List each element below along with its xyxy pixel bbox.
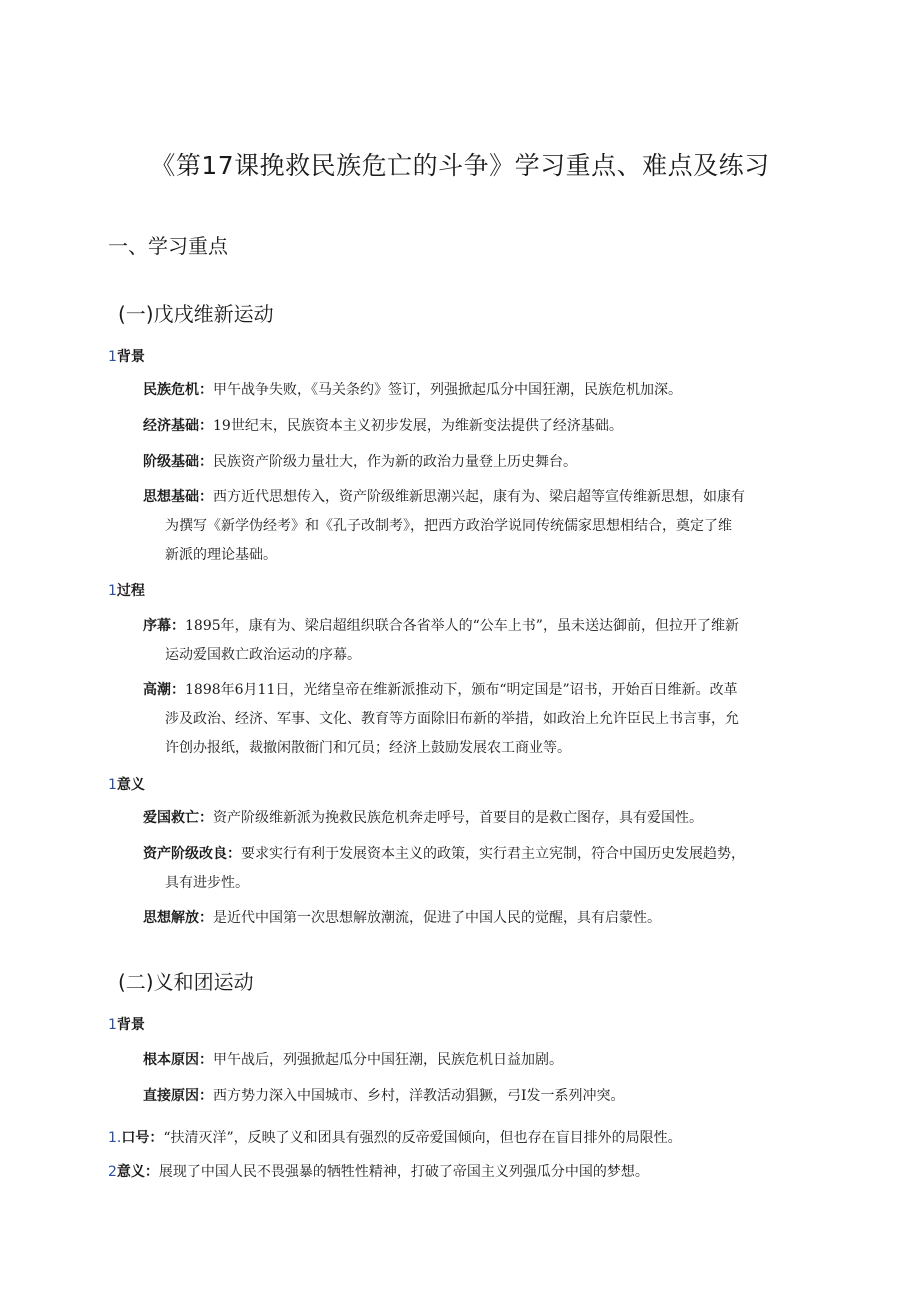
boxer-bg-item-1 xyxy=(143,1046,808,1075)
label-text: 过程 xyxy=(116,583,145,599)
item-term: 根本原因： xyxy=(143,1052,213,1068)
reform-bg-item-4 xyxy=(143,483,808,570)
item-term: 口号： xyxy=(121,1130,164,1146)
item-text: 西方势力深入中国城市、乡村，洋教活动猖獗，弓I发一系列冲突。 xyxy=(213,1088,625,1104)
list-number: 1 xyxy=(108,1017,117,1033)
item-term: 意义： xyxy=(116,1164,159,1180)
list-number: 1 xyxy=(108,777,117,793)
item-term: 高潮： xyxy=(143,682,185,698)
item-text: 展现了中国人民不畏强暴的牺牲性精神，打破了帝国主义列强瓜分中国的梦想。 xyxy=(158,1164,649,1180)
item-text: 资产阶级维新派为挽救民族危机奔走呼号，首要目的是救亡图存，具有爱国性。 xyxy=(213,810,703,826)
page-title: 《第17课挽救民族危亡的斗争》学习重点、难点及练习 xyxy=(150,151,770,180)
list-number: 2 xyxy=(108,1164,117,1180)
item-text: 甲午战后，列强掀起瓜分中国狂潮，民族危机日益加剧。 xyxy=(213,1052,563,1068)
item-text: 民族资产阶级力量壮大，作为新的政治力量登上历史舞台。 xyxy=(213,454,577,470)
section-heading-key-points: 一、学习重点 xyxy=(108,234,228,258)
boxer-slogan-item xyxy=(108,1124,808,1153)
item-term: 序幕： xyxy=(143,618,185,634)
reform-bg-item-3 xyxy=(143,448,808,477)
reform-background-label xyxy=(108,346,145,366)
boxer-background-label xyxy=(108,1014,145,1034)
item-term: 爱国救亡： xyxy=(143,810,213,826)
label-text: 背景 xyxy=(116,349,145,365)
list-number: 1. xyxy=(108,1130,122,1146)
boxer-significance-item xyxy=(108,1158,808,1187)
reform-meaning-item-3 xyxy=(143,904,808,933)
reform-meaning-item-2 xyxy=(143,840,808,898)
item-term: 阶级基础： xyxy=(143,454,213,470)
item-text-line-2: 涉及政治、经济、军事、文化、教育等方面除旧布新的举措，如政治上允许臣民上书言事，允 xyxy=(165,711,739,727)
item-text-line-1: 1895年，康有为、梁启超组织联合各省举人的“公车上书”，虽未送达御前，但拉开了维新 xyxy=(185,618,739,634)
item-term: 直接原因： xyxy=(143,1088,213,1104)
list-number: 1 xyxy=(108,349,117,365)
item-term: 经济基础： xyxy=(143,418,213,434)
reform-process-label xyxy=(108,580,145,600)
item-text-line-1: 西方近代思想传入，资产阶级维新思潮兴起，康有为、梁启超等宣传维新思想，如康有 xyxy=(213,489,745,505)
item-text-line-2: 为撰写《新学伪经考》和《孔子改制考》，把西方政治学说同传统儒家思想相结合，奠定了维 xyxy=(165,518,732,534)
item-text-line-2: 具有进步性。 xyxy=(165,875,249,891)
item-text-line-2: 运动爱国救亡政治运动的序幕。 xyxy=(165,647,361,663)
label-text: 意义 xyxy=(116,777,145,793)
subsection-heading-boxer: (二)义和团运动 xyxy=(118,970,254,994)
boxer-bg-item-2 xyxy=(143,1082,808,1111)
reform-bg-item-1 xyxy=(143,376,808,405)
label-text: 背景 xyxy=(116,1017,145,1033)
reform-process-item-2 xyxy=(143,676,808,763)
item-term: 资产阶级改良： xyxy=(143,846,241,862)
item-term: 思想解放： xyxy=(143,910,213,926)
item-text-line-3: 许创办报纸，裁撤闲散衙门和冗员；经济上鼓励发展农工商业等。 xyxy=(165,740,571,756)
item-text-line-1: 要求实行有利于发展资本主义的政策，实行君主立宪制，符合中国历史发展趋势， xyxy=(241,846,745,862)
item-text-line-3: 新派的理论基础。 xyxy=(165,547,277,563)
item-text: 19世纪末，民族资本主义初步发展，为维新变法提供了经济基础。 xyxy=(213,418,623,434)
item-term: 民族危机： xyxy=(143,382,213,398)
subsection-heading-reform: (一)戊戌维新运动 xyxy=(118,302,274,326)
reform-meaning-label xyxy=(108,774,145,794)
list-number: 1 xyxy=(108,583,117,599)
item-text-line-1: 1898年6月11日，光绪皇帝在维新派推动下，颁布“明定国是”诏书，开始百日维新。改革 xyxy=(185,682,738,698)
item-text: “扶清灭洋”，反映了义和团具有强烈的反帝爱国倾向，但也存在盲目排外的局限性。 xyxy=(163,1130,682,1146)
item-text: 甲午战争失败，《马关条约》签订，列强掀起瓜分中国狂潮，民族危机加深。 xyxy=(213,382,682,398)
item-text: 是近代中国第一次思想解放潮流，促进了中国人民的觉醒，具有启蒙性。 xyxy=(213,910,661,926)
item-term: 思想基础： xyxy=(143,489,213,505)
reform-bg-item-2 xyxy=(143,412,808,441)
reform-process-item-1 xyxy=(143,612,808,670)
reform-meaning-item-1 xyxy=(143,804,808,833)
